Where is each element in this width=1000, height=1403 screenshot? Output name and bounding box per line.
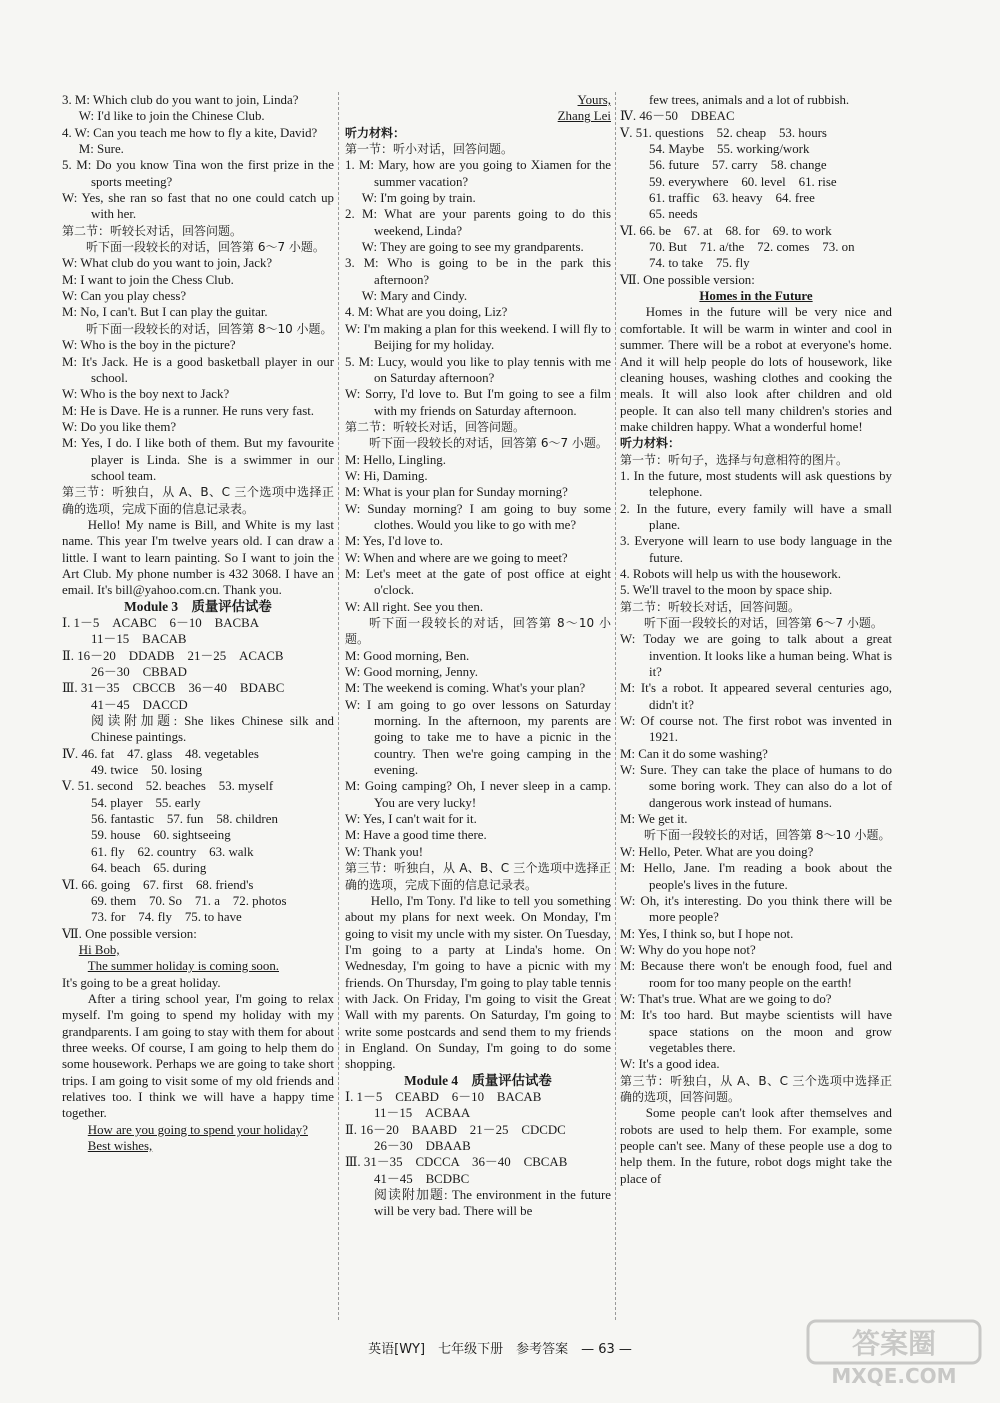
- column-right: [620, 92, 896, 1187]
- text-line: 听下面一段较长的对话，回答第 8～10 小题。: [345, 616, 611, 647]
- text-line: 4. W: Can you teach me how to fly a kite, David?: [62, 125, 318, 140]
- text-line: 41－45 DACCD: [91, 697, 188, 712]
- text-line: 第二节：听较长对话，回答问题。: [345, 419, 526, 434]
- text-line: 56. future 57. carry 58. change: [649, 158, 827, 173]
- text-line: 59. everywhere 60. level 61. rise: [649, 174, 837, 189]
- text-line: W: I'm going by train.: [361, 191, 476, 206]
- text-line: W: Can you play chess?: [62, 289, 187, 304]
- text-line: 听力材料：: [620, 436, 681, 451]
- text-line: 69. them 70. So 71. a 72. photos: [91, 893, 287, 908]
- text-line: W: Today we are going to talk about a great invention. It looks like a human being. What is it?: [620, 632, 896, 680]
- text-line: 41－45 BCDBC: [374, 1171, 470, 1186]
- text-line: M: It's too hard. But maybe scientists will have space stations on the moon and grow vegetables there.: [620, 1008, 896, 1055]
- text-line: 听下面一段较长的对话，回答第 6～7 小题。: [369, 436, 608, 451]
- text-line: M: We get it.: [620, 812, 688, 827]
- text-line: 阅读附加题: The environment in the future will be very bad. There will be: [374, 1188, 615, 1219]
- text-line: Ⅲ. 31－35 CDCCA 36－40 CBCAB: [345, 1155, 568, 1170]
- text-line: W: Who is the boy next to Jack?: [62, 387, 230, 402]
- text-line: Hello, I'm Tony. I'd like to tell you something about my plans for next week. On Monday, I'm going to visit my uncle with my sister. On Tuesday, I'm going to a party at Linda's home. On Wednesday, I'm going to have a picnic with my friends. On Thursday, I'm going to play table tennis with Jack. On Friday, I'm going to visit the Great Wall with my parents. On Saturday, I'm going to write some postcards and send them to my friends in England. On Sunday, I'm going to do some shopping.: [345, 893, 615, 1072]
- text-line: M: Can it do some washing?: [620, 746, 768, 761]
- text-line: 11－15 ACBAA: [374, 1106, 471, 1121]
- text-line: W: I'm making a plan for this weekend. I will fly to Beijing for my holiday.: [345, 321, 615, 353]
- text-line: W: What club do you want to join, Jack?: [62, 256, 273, 271]
- text-line: Hello! My name is Bill, and White is my last name. This year I'm twelve years old. I can draw a little. I want to learn painting. So I want to join the Art Club. My phone number is 432 3068. I have an email. It's bill@yahoo.com.cn. Thank you.: [62, 517, 338, 598]
- text-line: 54. player 55. early: [91, 795, 201, 810]
- text-line: 1. In the future, most students will ask questions by telephone.: [620, 468, 896, 500]
- text-line: M: It's a robot. It appeared several centuries ago, didn't it?: [620, 681, 896, 712]
- text-line: 3. Everyone will learn to use body language in the future.: [620, 534, 896, 565]
- text-line: M: It's Jack. He is a good basketball player in our school.: [62, 354, 338, 385]
- text-line: 第二节：听较长对话，回答问题。: [620, 599, 801, 614]
- text-line: M: I want to join the Chess Club.: [62, 272, 234, 287]
- text-line: 26－30 CBBAD: [91, 665, 187, 680]
- page-footer: 英语[WY] 七年级下册 参考答案 — 63 —: [368, 1342, 632, 1357]
- text-line: 3. M: Which club do you want to join, Linda?: [62, 93, 299, 107]
- text-line: M: Yes, I think so, but I hope not.: [620, 926, 794, 941]
- text-line: M: The weekend is coming. What's your plan?: [345, 681, 586, 696]
- text-line: Ⅴ. 51. questions 52. cheap 53. hours: [620, 125, 827, 140]
- text-line: Ⅳ. 46－50 DBEAC: [620, 109, 735, 124]
- text-line: 11－15 BACAB: [91, 632, 187, 647]
- text-line: M: Yes, I'd love to.: [345, 534, 443, 549]
- text-line: Ⅴ. 51. second 52. beaches 53. myself: [62, 779, 274, 794]
- text-line: W: Do you like them?: [62, 419, 177, 434]
- text-line: Some people can't look after themselves and robots are used to help them. For example, some people can't see. Many of these people use a dog to help them. In the future, robot dogs might take the place of: [620, 1106, 896, 1186]
- text-line: 3. M: Who is going to be in the park this afternoon?: [345, 256, 615, 287]
- text-line: 听下面一段较长的对话，回答第 6～7 小题。: [86, 240, 325, 255]
- text-line: W: Sunday morning? I am going to buy some clothes. Would you like to go with me?: [345, 501, 615, 532]
- text-line: 1. M: Mary, how are you going to Xiamen for the summer vacation?: [345, 158, 615, 189]
- text-line: Homes in the Future: [699, 289, 813, 304]
- text-line: 听力材料：: [345, 125, 406, 140]
- text-line: W: It's a good idea.: [620, 1057, 720, 1072]
- column-divider: [615, 92, 616, 1320]
- text-line: 74. to take 75. fly: [649, 256, 750, 271]
- text-line: Module 3 质量评估试卷: [124, 598, 272, 614]
- text-line: M: Sure.: [78, 142, 124, 157]
- text-line: 2. In the future, every family will have a small plane.: [620, 501, 896, 532]
- text-line: W: Thank you!: [345, 844, 424, 859]
- text-line: 73. for 74. fly 75. to have: [91, 910, 242, 925]
- text-line: Ⅱ. 16－20 BAABD 21－25 CDCDC: [345, 1122, 566, 1137]
- text-line: Ⅰ. 1－5 CEABD 6－10 BACAB: [345, 1089, 542, 1104]
- text-line: 59. house 60. sightseeing: [91, 828, 231, 843]
- text-line: Hi Bob,: [78, 942, 120, 957]
- text-line: 65. needs: [649, 207, 698, 222]
- text-line: Ⅶ. One possible version:: [62, 926, 197, 941]
- watermark-url: MXQE.COM: [831, 1364, 957, 1388]
- text-line: M: Because there won't be enough food, fuel and room for too many people on the earth!: [620, 959, 896, 990]
- text-line: W: Yes, she ran so fast that no one could catch up with her.: [62, 191, 338, 222]
- text-line: W: Oh, it's interesting. Do you think there will be more people?: [620, 893, 896, 925]
- text-line: 听下面一段较长的对话，回答第 8～10 小题。: [644, 828, 891, 843]
- text-line: Yours,: [577, 93, 611, 107]
- text-line: W: When and where are we going to meet?: [345, 550, 568, 565]
- text-line: M: Hello, Lingling.: [345, 452, 446, 467]
- text-line: M: No, I can't. But I can play the guitar.: [62, 305, 268, 320]
- text-line: 5. We'll travel to the moon by space ship.: [620, 583, 833, 598]
- text-line: 第三节：听独白，从 A、B、C 三个选项中选择正确的选项，完成下面的信息记录表。: [62, 485, 334, 516]
- text-line: 56. fantastic 57. fun 58. children: [91, 812, 278, 827]
- text-line: Zhang Lei: [557, 109, 611, 124]
- text-line: Ⅵ. 66. going 67. first 68. friend's: [62, 877, 254, 892]
- text-line: W: Good morning, Jenny.: [345, 665, 478, 680]
- text-line: W: Hi, Daming.: [345, 468, 428, 483]
- text-line: 4. Robots will help us with the housework.: [620, 566, 841, 581]
- text-line: It's going to be a great holiday.: [62, 975, 221, 990]
- text-line: 70. But 71. a/the 72. comes 73. on: [649, 240, 855, 255]
- text-line: Ⅶ. One possible version:: [620, 272, 755, 287]
- text-line: 听下面一段较长的对话，回答第 6～7 小题。: [644, 616, 883, 630]
- text-line: How are you going to spend your holiday?: [87, 1122, 308, 1137]
- text-line: M: Have a good time there.: [345, 828, 487, 843]
- watermark-logo: [806, 1319, 982, 1389]
- text-line: W: Who is the boy in the picture?: [62, 338, 236, 353]
- text-line: W: Sorry, I'd love to. But I'm going to see a film with my friends on Saturday afternoon.: [345, 387, 615, 418]
- text-line: 听下面一段较长的对话，回答第 8～10 小题。: [86, 321, 333, 336]
- text-line: 阅读附加题: She likes Chinese silk and Chinese paintings.: [91, 714, 338, 745]
- text-line: Module 4 质量评估试卷: [404, 1072, 552, 1088]
- text-line: W: That's true. What are we going to do?: [620, 991, 832, 1006]
- text-line: After a tiring school year, I'm going to relax myself. I'm going to spend my holiday with my grandparents. I am going to stay with them for about three weeks. Of course, I am going to help them do some housework. Perhaps we are going to take short trips. I am going to visit some of my old friends and relatives too. I think we will have a happy time together.: [62, 991, 338, 1121]
- text-line: Ⅱ. 16－20 DDADB 21－25 ACACB: [62, 648, 284, 663]
- text-line: Ⅵ. 66. be 67. at 68. for 69. to work: [620, 223, 832, 238]
- text-line: 49. twice 50. losing: [91, 763, 203, 778]
- text-line: 第三节：听独白，从 A、B、C 三个选项中选择正确的选项，完成下面的信息记录表。: [345, 861, 611, 892]
- text-line: M: Hello, Jane. I'm reading a book about the people's lives in the future.: [620, 861, 896, 892]
- text-line: M: He is Dave. He is a runner. He runs very fast.: [62, 403, 315, 418]
- text-line: 第二节：听较长对话，回答问题。: [62, 223, 243, 238]
- text-line: W: I'd like to join the Chinese Club.: [78, 109, 265, 124]
- text-line: M: What is your plan for Sunday morning?: [345, 485, 568, 500]
- text-line: W: Hello, Peter. What are you doing?: [620, 844, 814, 859]
- text-line: 54. Maybe 55. working/work: [649, 142, 810, 157]
- text-line: 5. M: Lucy, would you like to play tennis with me on Saturday afternoon?: [345, 354, 615, 385]
- text-line: M: Yes, I do. I like both of them. But my favourite player is Linda. She is a swimmer in our school team.: [62, 436, 338, 483]
- text-line: W: Yes, I can't wait for it.: [345, 812, 477, 827]
- text-line: W: Of course not. The first robot was invented in 1921.: [620, 714, 896, 745]
- text-line: Ⅳ. 46. fat 47. glass 48. vegetables: [62, 746, 259, 761]
- text-line: 第一节：听句子，选择与句意相符的图片。: [620, 452, 849, 467]
- text-line: M: Going camping? Oh, I never sleep in a camp. You are very lucky!: [345, 779, 614, 810]
- watermark-title: 答案圈: [851, 1327, 937, 1360]
- text-line: The summer holiday is coming soon.: [87, 959, 279, 974]
- text-line: M: Good morning, Ben.: [345, 648, 470, 663]
- text-line: W: Mary and Cindy.: [361, 289, 468, 304]
- text-line: 5. M: Do you know Tina won the first prize in the sports meeting?: [62, 158, 338, 189]
- text-line: 61. fly 62. country 63. walk: [91, 844, 254, 859]
- column-left: [62, 92, 338, 1154]
- text-line: 61. traffic 63. heavy 64. free: [649, 191, 815, 206]
- text-line: Homes in the future will be very nice and comfortable. It will be warm in winter and cool in summer. There will be a robot at everyone's home. And it will help people do lots of housework, like cleaning houses, washing clothes and cooking the meals. It will also look after children and old people. It can also tell many children's stories and make children happy. What a wonderful home!: [620, 305, 896, 434]
- text-line: 2. M: What are your parents going to do this weekend, Linda?: [345, 207, 615, 238]
- text-line: 4. M: What are you doing, Liz?: [345, 305, 508, 320]
- column-middle: [345, 92, 615, 1220]
- text-line: 26－30 DBAAB: [374, 1139, 471, 1153]
- column-divider: [338, 92, 339, 1320]
- text-line: 第一节：听小对话，回答问题。: [345, 142, 514, 157]
- text-line: W: Sure. They can take the place of humans to do some boring work. They can also do a lot of dangerous work instead of humans.: [620, 763, 896, 810]
- text-line: W: All right. See you then.: [345, 599, 484, 614]
- text-line: W: Why do you hope not?: [620, 942, 756, 957]
- text-line: M: Let's meet at the gate of post office at eight o'clock.: [345, 566, 615, 598]
- text-line: W: They are going to see my grandparents.: [361, 240, 584, 255]
- text-line: few trees, animals and a lot of rubbish.: [649, 93, 850, 107]
- text-line: 第三节：听独白，从 A、B、C 三个选项中选择正确的选项，回答问题。: [620, 1073, 892, 1104]
- text-line: Best wishes,: [87, 1139, 153, 1153]
- text-line: W: I am going to go over lessons on Saturday morning. In the afternoon, my parents are going to take me to have a picnic in the country. Then we're going camping in the evening.: [345, 697, 615, 778]
- text-line: Ⅰ. 1－5 ACABC 6－10 BACBA: [62, 616, 260, 630]
- text-line: Ⅲ. 31－35 CBCCB 36－40 BDABC: [62, 681, 285, 696]
- text-line: 64. beach 65. during: [91, 861, 207, 876]
